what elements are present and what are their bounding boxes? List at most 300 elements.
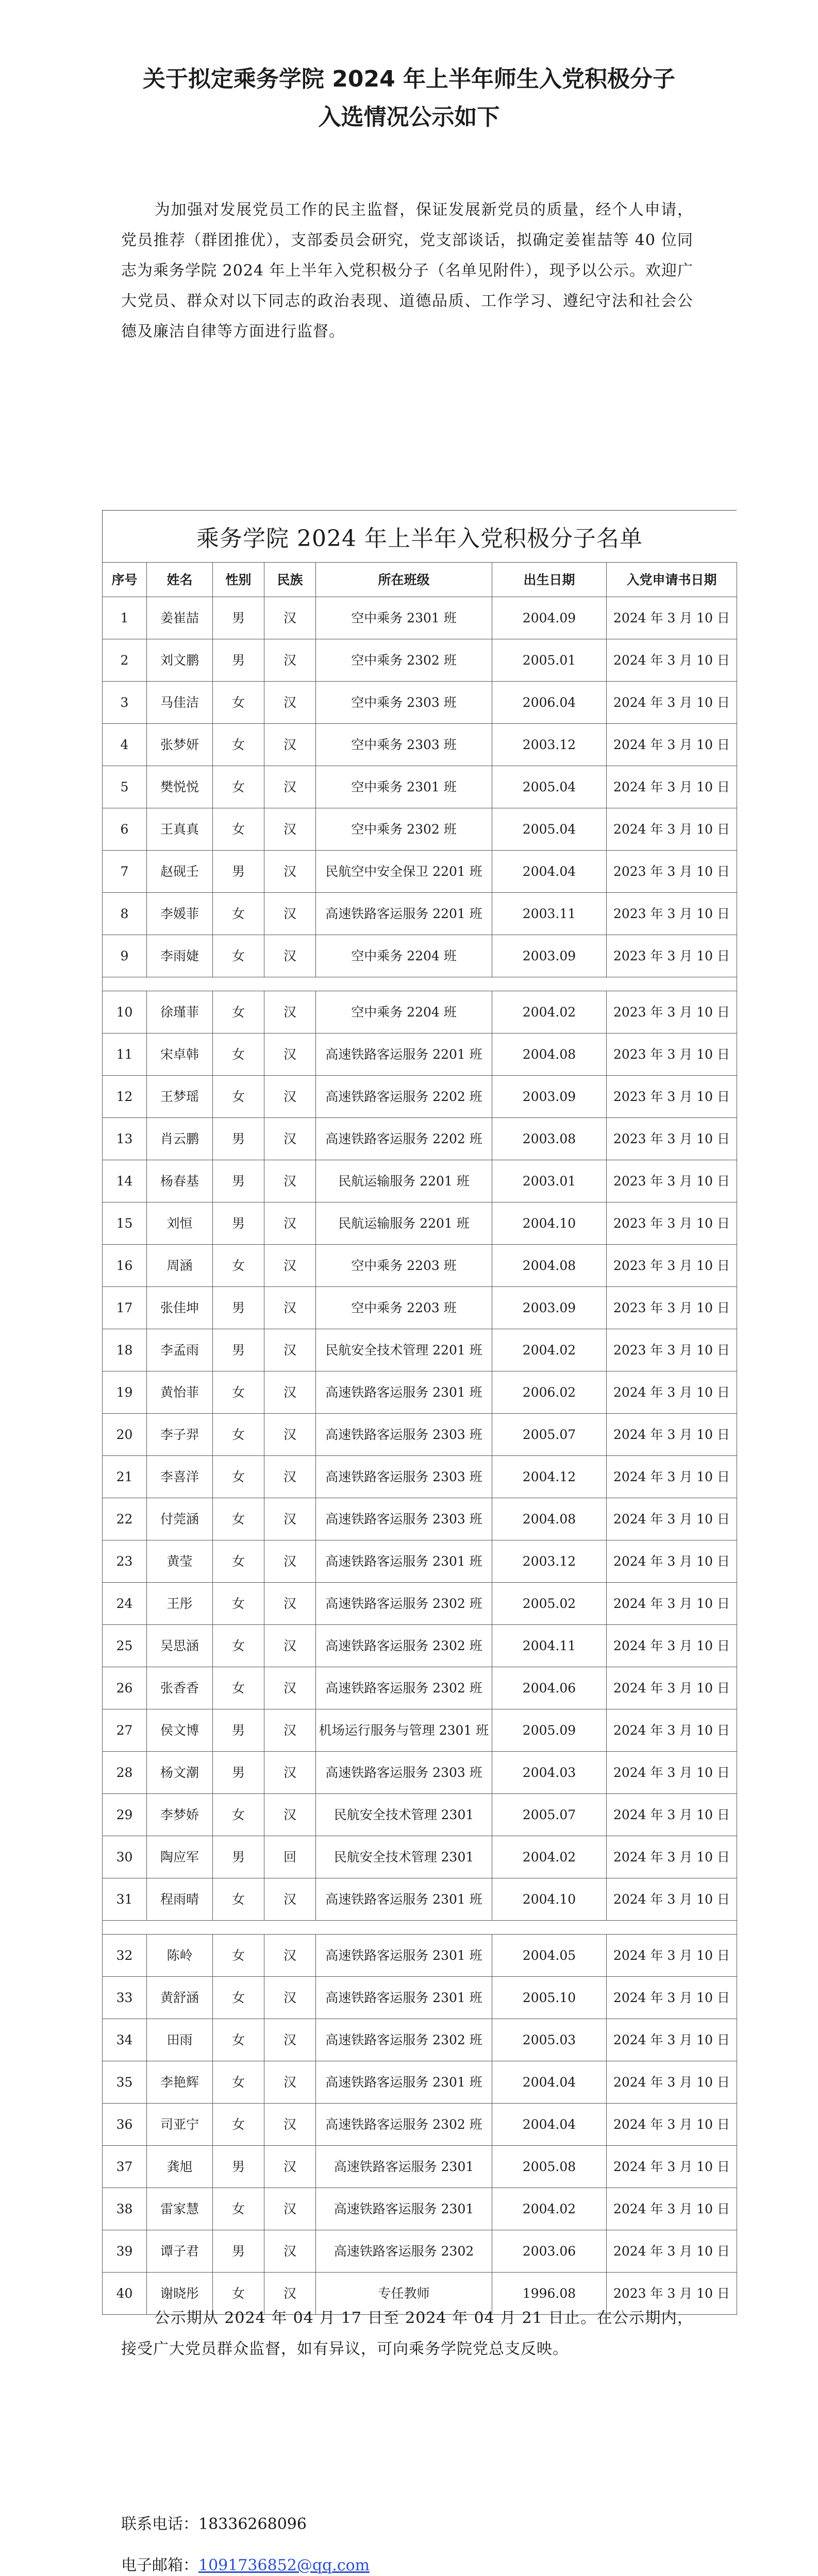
table-row bbox=[103, 935, 737, 977]
cell-ethnicity: 汉 bbox=[264, 1076, 316, 1118]
page-break-gap bbox=[103, 1921, 737, 1935]
cell-class: 空中乘务 2301 班 bbox=[316, 766, 492, 808]
cell-application-date: 2024 年 3 月 10 日 bbox=[607, 808, 737, 851]
cell-birth-date: 2003.09 bbox=[492, 935, 607, 977]
table-row bbox=[103, 766, 737, 808]
cell-application-date: 2023 年 3 月 10 日 bbox=[607, 2273, 737, 2315]
cell-birth-date: 2005.09 bbox=[492, 1709, 607, 1752]
cell-birth-date: 2004.04 bbox=[492, 2104, 607, 2146]
cell-ethnicity: 汉 bbox=[264, 1371, 316, 1414]
cell-name: 黄怡菲 bbox=[147, 1371, 213, 1414]
cell-ethnicity: 汉 bbox=[264, 1583, 316, 1625]
cell-class: 空中乘务 2301 班 bbox=[316, 597, 492, 639]
cell-ethnicity: 汉 bbox=[264, 1118, 316, 1160]
cell-index: 15 bbox=[103, 1202, 147, 1245]
table-row bbox=[103, 1498, 737, 1540]
cell-gender: 女 bbox=[213, 1076, 264, 1118]
cell-ethnicity: 汉 bbox=[264, 935, 316, 977]
cell-application-date: 2024 年 3 月 10 日 bbox=[607, 1583, 737, 1625]
cell-index: 40 bbox=[103, 2273, 147, 2315]
cell-class: 机场运行服务与管理 2301 班 bbox=[316, 1709, 492, 1752]
cell-gender: 女 bbox=[213, 1794, 264, 1836]
cell-name: 李孟雨 bbox=[147, 1329, 213, 1371]
cell-application-date: 2023 年 3 月 10 日 bbox=[607, 851, 737, 893]
cell-birth-date: 2003.12 bbox=[492, 724, 607, 766]
table-row bbox=[103, 1625, 737, 1667]
cell-class: 高速铁路客运服务 2202 班 bbox=[316, 1118, 492, 1160]
cell-gender: 女 bbox=[213, 2061, 264, 2104]
cell-class: 高速铁路客运服务 2301 班 bbox=[316, 1935, 492, 1977]
cell-index: 11 bbox=[103, 1033, 147, 1076]
cell-class: 高速铁路客运服务 2301 班 bbox=[316, 1371, 492, 1414]
table-row bbox=[103, 1076, 737, 1118]
cell-name: 张香香 bbox=[147, 1667, 213, 1709]
table-row bbox=[103, 1752, 737, 1794]
cell-ethnicity: 汉 bbox=[264, 851, 316, 893]
cell-ethnicity: 汉 bbox=[264, 1709, 316, 1752]
cell-index: 33 bbox=[103, 1977, 147, 2019]
cell-name: 徐瑾菲 bbox=[147, 991, 213, 1033]
cell-application-date: 2024 年 3 月 10 日 bbox=[607, 2061, 737, 2104]
page-title-line-1: 关于拟定乘务学院 2024 年上半年师生入党积极分子 bbox=[142, 66, 676, 92]
cell-gender: 男 bbox=[213, 1329, 264, 1371]
table-row bbox=[103, 2061, 737, 2104]
cell-name: 张佳坤 bbox=[147, 1287, 213, 1329]
email-link[interactable]: 1091736852@qq.com bbox=[198, 2556, 370, 2574]
cell-birth-date: 2004.04 bbox=[492, 2061, 607, 2104]
cell-name: 张梦妍 bbox=[147, 724, 213, 766]
cell-gender: 男 bbox=[213, 1287, 264, 1329]
table-row bbox=[103, 639, 737, 682]
cell-name: 李子羿 bbox=[147, 1414, 213, 1456]
cell-gender: 女 bbox=[213, 991, 264, 1033]
cell-class: 空中乘务 2204 班 bbox=[316, 991, 492, 1033]
cell-ethnicity: 汉 bbox=[264, 991, 316, 1033]
cell-gender: 男 bbox=[213, 1202, 264, 1245]
table-row bbox=[103, 808, 737, 851]
cell-class: 高速铁路客运服务 2301 班 bbox=[316, 1540, 492, 1583]
cell-gender: 女 bbox=[213, 2019, 264, 2061]
table-row bbox=[103, 1118, 737, 1160]
cell-name: 黄莹 bbox=[147, 1540, 213, 1583]
cell-name: 谭子君 bbox=[147, 2230, 213, 2273]
cell-birth-date: 2005.07 bbox=[492, 1794, 607, 1836]
cell-ethnicity: 汉 bbox=[264, 2146, 316, 2188]
cell-birth-date: 2004.11 bbox=[492, 1625, 607, 1667]
cell-gender: 女 bbox=[213, 1977, 264, 2019]
cell-index: 27 bbox=[103, 1709, 147, 1752]
cell-birth-date: 2004.05 bbox=[492, 1935, 607, 1977]
cell-name: 杨春基 bbox=[147, 1160, 213, 1202]
cell-ethnicity: 汉 bbox=[264, 1878, 316, 1921]
cell-application-date: 2024 年 3 月 10 日 bbox=[607, 766, 737, 808]
cell-index: 19 bbox=[103, 1371, 147, 1414]
cell-birth-date: 2006.04 bbox=[492, 682, 607, 724]
cell-application-date: 2023 年 3 月 10 日 bbox=[607, 1329, 737, 1371]
cell-gender: 女 bbox=[213, 1667, 264, 1709]
cell-index: 24 bbox=[103, 1583, 147, 1625]
notice-paragraph bbox=[121, 2303, 693, 2365]
page-break-cell bbox=[103, 977, 737, 991]
table-row bbox=[103, 1371, 737, 1414]
table-row bbox=[103, 1456, 737, 1498]
cell-application-date: 2024 年 3 月 10 日 bbox=[607, 2188, 737, 2230]
cell-birth-date: 2004.02 bbox=[492, 1329, 607, 1371]
cell-index: 12 bbox=[103, 1076, 147, 1118]
cell-application-date: 2023 年 3 月 10 日 bbox=[607, 1287, 737, 1329]
intro-text: 为加强对发展党员工作的民主监督，保证发展新党员的质量，经个人申请，党员推荐（群团推优），支部委员会研究，党支部谈话，拟确定姜崔喆等 40 位同志为乘务学院 2024 年上半年入党积极分子（名单见附件），现予以公示。欢迎广大党员、群众对以下同志的政治表现、道德品质、工作学习、遵纪守法和社会公德及廉洁自律等方面进行监督。 bbox=[121, 201, 693, 341]
cell-name: 陈岭 bbox=[147, 1935, 213, 1977]
cell-birth-date: 2004.12 bbox=[492, 1456, 607, 1498]
cell-class: 空中乘务 2303 班 bbox=[316, 724, 492, 766]
table-row bbox=[103, 1245, 737, 1287]
cell-gender: 女 bbox=[213, 1540, 264, 1583]
cell-name: 李梦娇 bbox=[147, 1794, 213, 1836]
cell-index: 17 bbox=[103, 1287, 147, 1329]
cell-index: 5 bbox=[103, 766, 147, 808]
cell-ethnicity: 汉 bbox=[264, 808, 316, 851]
cell-class: 空中乘务 2203 班 bbox=[316, 1245, 492, 1287]
cell-name: 肖云鹏 bbox=[147, 1118, 213, 1160]
cell-index: 14 bbox=[103, 1160, 147, 1202]
cell-name: 李艳辉 bbox=[147, 2061, 213, 2104]
cell-application-date: 2024 年 3 月 10 日 bbox=[607, 1935, 737, 1977]
cell-birth-date: 2003.12 bbox=[492, 1540, 607, 1583]
page-title-line-2: 入选情况公示如下 bbox=[318, 104, 500, 130]
cell-name: 陶应军 bbox=[147, 1836, 213, 1878]
table-row bbox=[103, 2104, 737, 2146]
cell-name: 雷家慧 bbox=[147, 2188, 213, 2230]
contact-email bbox=[121, 2550, 693, 2576]
cell-application-date: 2024 年 3 月 10 日 bbox=[607, 1456, 737, 1498]
cell-birth-date: 2004.10 bbox=[492, 1878, 607, 1921]
cell-index: 29 bbox=[103, 1794, 147, 1836]
cell-gender: 女 bbox=[213, 1878, 264, 1921]
cell-birth-date: 2003.06 bbox=[492, 2230, 607, 2273]
cell-index: 3 bbox=[103, 682, 147, 724]
cell-index: 22 bbox=[103, 1498, 147, 1540]
cell-gender: 女 bbox=[213, 1456, 264, 1498]
table-row bbox=[103, 1329, 737, 1371]
cell-class: 高速铁路客运服务 2201 班 bbox=[316, 1033, 492, 1076]
cell-name: 李媛菲 bbox=[147, 893, 213, 935]
cell-class: 高速铁路客运服务 2301 班 bbox=[316, 2061, 492, 2104]
cell-application-date: 2024 年 3 月 10 日 bbox=[607, 1625, 737, 1667]
cell-name: 赵砚壬 bbox=[147, 851, 213, 893]
cell-application-date: 2023 年 3 月 10 日 bbox=[607, 1033, 737, 1076]
cell-birth-date: 1996.08 bbox=[492, 2273, 607, 2315]
cell-application-date: 2024 年 3 月 10 日 bbox=[607, 639, 737, 682]
cell-class: 高速铁路客运服务 2303 班 bbox=[316, 1498, 492, 1540]
cell-index: 18 bbox=[103, 1329, 147, 1371]
table-header-row bbox=[103, 563, 737, 597]
cell-birth-date: 2005.03 bbox=[492, 2019, 607, 2061]
table-row bbox=[103, 991, 737, 1033]
header-gender: 性别 bbox=[213, 563, 264, 597]
cell-ethnicity: 汉 bbox=[264, 766, 316, 808]
cell-ethnicity: 汉 bbox=[264, 1667, 316, 1709]
cell-class: 高速铁路客运服务 2302 班 bbox=[316, 1583, 492, 1625]
cell-gender: 女 bbox=[213, 2273, 264, 2315]
cell-ethnicity: 汉 bbox=[264, 1329, 316, 1371]
cell-gender: 女 bbox=[213, 1583, 264, 1625]
cell-class: 高速铁路客运服务 2301 班 bbox=[316, 1878, 492, 1921]
cell-gender: 女 bbox=[213, 1033, 264, 1076]
cell-gender: 男 bbox=[213, 639, 264, 682]
cell-application-date: 2024 年 3 月 10 日 bbox=[607, 2104, 737, 2146]
notice-text: 公示期从 2024 年 04 月 17 日至 2024 年 04 月 21 日止。在公示期内，接受广大党员群众监督，如有异议，可向乘务学院党总支反映。 bbox=[121, 2309, 693, 2358]
cell-application-date: 2024 年 3 月 10 日 bbox=[607, 1878, 737, 1921]
cell-class: 民航安全技术管理 2301 bbox=[316, 1836, 492, 1878]
cell-birth-date: 2004.08 bbox=[492, 1245, 607, 1287]
cell-gender: 女 bbox=[213, 724, 264, 766]
cell-birth-date: 2003.09 bbox=[492, 1076, 607, 1118]
table-row bbox=[103, 1794, 737, 1836]
table-row bbox=[103, 1836, 737, 1878]
cell-ethnicity: 汉 bbox=[264, 1202, 316, 1245]
table-row bbox=[103, 682, 737, 724]
cell-class: 高速铁路客运服务 2303 班 bbox=[316, 1456, 492, 1498]
table-row bbox=[103, 851, 737, 893]
cell-gender: 女 bbox=[213, 935, 264, 977]
cell-index: 28 bbox=[103, 1752, 147, 1794]
cell-birth-date: 2004.03 bbox=[492, 1752, 607, 1794]
table-row bbox=[103, 1160, 737, 1202]
cell-ethnicity: 汉 bbox=[264, 1160, 316, 1202]
cell-name: 李雨婕 bbox=[147, 935, 213, 977]
cell-ethnicity: 汉 bbox=[264, 1977, 316, 2019]
cell-birth-date: 2004.08 bbox=[492, 1033, 607, 1076]
cell-name: 马佳洁 bbox=[147, 682, 213, 724]
cell-gender: 女 bbox=[213, 766, 264, 808]
cell-class: 高速铁路客运服务 2201 班 bbox=[316, 893, 492, 935]
cell-class: 空中乘务 2302 班 bbox=[316, 639, 492, 682]
cell-birth-date: 2004.02 bbox=[492, 1836, 607, 1878]
cell-birth-date: 2003.08 bbox=[492, 1118, 607, 1160]
cell-gender: 男 bbox=[213, 851, 264, 893]
cell-gender: 女 bbox=[213, 1371, 264, 1414]
cell-class: 高速铁路客运服务 2302 班 bbox=[316, 2104, 492, 2146]
cell-birth-date: 2003.11 bbox=[492, 893, 607, 935]
page-break-gap bbox=[103, 977, 737, 991]
cell-name: 王梦瑶 bbox=[147, 1076, 213, 1118]
cell-name: 姜崔喆 bbox=[147, 597, 213, 639]
cell-index: 1 bbox=[103, 597, 147, 639]
cell-class: 民航运输服务 2201 班 bbox=[316, 1160, 492, 1202]
member-list-table bbox=[102, 510, 737, 2315]
cell-index: 10 bbox=[103, 991, 147, 1033]
table-row bbox=[103, 2146, 737, 2188]
table-row bbox=[103, 1709, 737, 1752]
cell-class: 高速铁路客运服务 2302 班 bbox=[316, 1667, 492, 1709]
cell-ethnicity: 回 bbox=[264, 1836, 316, 1878]
cell-class: 高速铁路客运服务 2202 班 bbox=[316, 1076, 492, 1118]
intro-paragraph bbox=[121, 195, 693, 347]
cell-ethnicity: 汉 bbox=[264, 597, 316, 639]
cell-name: 吴思涵 bbox=[147, 1625, 213, 1667]
cell-application-date: 2023 年 3 月 10 日 bbox=[607, 1202, 737, 1245]
cell-name: 李喜洋 bbox=[147, 1456, 213, 1498]
cell-index: 20 bbox=[103, 1414, 147, 1456]
cell-ethnicity: 汉 bbox=[264, 639, 316, 682]
cell-class: 民航运输服务 2201 班 bbox=[316, 1202, 492, 1245]
cell-gender: 女 bbox=[213, 808, 264, 851]
table-row bbox=[103, 1878, 737, 1921]
cell-index: 25 bbox=[103, 1625, 147, 1667]
cell-birth-date: 2004.10 bbox=[492, 1202, 607, 1245]
cell-application-date: 2023 年 3 月 10 日 bbox=[607, 1245, 737, 1287]
table-row bbox=[103, 1202, 737, 1245]
cell-application-date: 2024 年 3 月 10 日 bbox=[607, 1667, 737, 1709]
table-row bbox=[103, 1583, 737, 1625]
cell-ethnicity: 汉 bbox=[264, 1935, 316, 1977]
header-application-date: 入党申请书日期 bbox=[607, 563, 737, 597]
cell-ethnicity: 汉 bbox=[264, 1794, 316, 1836]
cell-class: 民航安全技术管理 2201 班 bbox=[316, 1329, 492, 1371]
cell-gender: 女 bbox=[213, 1625, 264, 1667]
cell-ethnicity: 汉 bbox=[264, 1033, 316, 1076]
cell-birth-date: 2004.02 bbox=[492, 991, 607, 1033]
cell-class: 空中乘务 2302 班 bbox=[316, 808, 492, 851]
cell-gender: 男 bbox=[213, 597, 264, 639]
cell-application-date: 2024 年 3 月 10 日 bbox=[607, 1977, 737, 2019]
cell-name: 宋卓韩 bbox=[147, 1033, 213, 1076]
cell-name: 司亚宁 bbox=[147, 2104, 213, 2146]
cell-birth-date: 2004.08 bbox=[492, 1498, 607, 1540]
cell-name: 龚旭 bbox=[147, 2146, 213, 2188]
header-class: 所在班级 bbox=[316, 563, 492, 597]
cell-index: 21 bbox=[103, 1456, 147, 1498]
cell-application-date: 2023 年 3 月 10 日 bbox=[607, 1118, 737, 1160]
cell-name: 王真真 bbox=[147, 808, 213, 851]
cell-name: 谢晓彤 bbox=[147, 2273, 213, 2315]
cell-ethnicity: 汉 bbox=[264, 893, 316, 935]
cell-index: 38 bbox=[103, 2188, 147, 2230]
cell-gender: 女 bbox=[213, 1935, 264, 1977]
cell-application-date: 2023 年 3 月 10 日 bbox=[607, 1160, 737, 1202]
cell-gender: 男 bbox=[213, 1752, 264, 1794]
cell-class: 高速铁路客运服务 2303 班 bbox=[316, 1752, 492, 1794]
table-row bbox=[103, 893, 737, 935]
cell-index: 34 bbox=[103, 2019, 147, 2061]
cell-application-date: 2023 年 3 月 10 日 bbox=[607, 1076, 737, 1118]
cell-gender: 女 bbox=[213, 2104, 264, 2146]
table-row bbox=[103, 2019, 737, 2061]
cell-birth-date: 2005.04 bbox=[492, 766, 607, 808]
cell-name: 田雨 bbox=[147, 2019, 213, 2061]
cell-application-date: 2024 年 3 月 10 日 bbox=[607, 597, 737, 639]
page-break-cell bbox=[103, 1921, 737, 1935]
cell-name: 杨文潮 bbox=[147, 1752, 213, 1794]
cell-ethnicity: 汉 bbox=[264, 1287, 316, 1329]
cell-application-date: 2023 年 3 月 10 日 bbox=[607, 893, 737, 935]
cell-birth-date: 2004.02 bbox=[492, 2188, 607, 2230]
cell-name: 王彤 bbox=[147, 1583, 213, 1625]
cell-name: 侯文博 bbox=[147, 1709, 213, 1752]
cell-class: 高速铁路客运服务 2303 班 bbox=[316, 1414, 492, 1456]
table-row bbox=[103, 1414, 737, 1456]
cell-index: 26 bbox=[103, 1667, 147, 1709]
header-name: 姓名 bbox=[147, 563, 213, 597]
table-row bbox=[103, 1935, 737, 1977]
cell-class: 空中乘务 2303 班 bbox=[316, 682, 492, 724]
cell-class: 空中乘务 2204 班 bbox=[316, 935, 492, 977]
cell-name: 樊悦悦 bbox=[147, 766, 213, 808]
cell-index: 8 bbox=[103, 893, 147, 935]
cell-class: 高速铁路客运服务 2302 bbox=[316, 2230, 492, 2273]
cell-application-date: 2024 年 3 月 10 日 bbox=[607, 1836, 737, 1878]
cell-name: 刘文鹏 bbox=[147, 639, 213, 682]
cell-application-date: 2024 年 3 月 10 日 bbox=[607, 1414, 737, 1456]
member-table bbox=[102, 562, 737, 2315]
cell-birth-date: 2004.04 bbox=[492, 851, 607, 893]
cell-application-date: 2023 年 3 月 10 日 bbox=[607, 991, 737, 1033]
cell-index: 31 bbox=[103, 1878, 147, 1921]
cell-birth-date: 2005.10 bbox=[492, 1977, 607, 2019]
cell-application-date: 2024 年 3 月 10 日 bbox=[607, 1371, 737, 1414]
cell-ethnicity: 汉 bbox=[264, 1498, 316, 1540]
cell-application-date: 2024 年 3 月 10 日 bbox=[607, 1752, 737, 1794]
cell-name: 付莞涵 bbox=[147, 1498, 213, 1540]
cell-gender: 女 bbox=[213, 893, 264, 935]
cell-ethnicity: 汉 bbox=[264, 1414, 316, 1456]
cell-ethnicity: 汉 bbox=[264, 1625, 316, 1667]
cell-name: 程雨晴 bbox=[147, 1878, 213, 1921]
header-birth-date: 出生日期 bbox=[492, 563, 607, 597]
cell-index: 13 bbox=[103, 1118, 147, 1160]
table-row bbox=[103, 1667, 737, 1709]
cell-gender: 女 bbox=[213, 2188, 264, 2230]
cell-gender: 女 bbox=[213, 1414, 264, 1456]
cell-birth-date: 2003.09 bbox=[492, 1287, 607, 1329]
cell-index: 16 bbox=[103, 1245, 147, 1287]
table-row bbox=[103, 597, 737, 639]
cell-ethnicity: 汉 bbox=[264, 1752, 316, 1794]
cell-class: 高速铁路客运服务 2301 班 bbox=[316, 1977, 492, 2019]
cell-birth-date: 2005.04 bbox=[492, 808, 607, 851]
cell-birth-date: 2004.09 bbox=[492, 597, 607, 639]
cell-ethnicity: 汉 bbox=[264, 682, 316, 724]
cell-name: 黄舒涵 bbox=[147, 1977, 213, 2019]
cell-ethnicity: 汉 bbox=[264, 2273, 316, 2315]
cell-ethnicity: 汉 bbox=[264, 1456, 316, 1498]
cell-birth-date: 2005.02 bbox=[492, 1583, 607, 1625]
cell-ethnicity: 汉 bbox=[264, 2188, 316, 2230]
cell-index: 36 bbox=[103, 2104, 147, 2146]
cell-index: 23 bbox=[103, 1540, 147, 1583]
header-index: 序号 bbox=[103, 563, 147, 597]
cell-index: 32 bbox=[103, 1935, 147, 1977]
cell-gender: 男 bbox=[213, 1836, 264, 1878]
cell-name: 刘恒 bbox=[147, 1202, 213, 1245]
cell-ethnicity: 汉 bbox=[264, 1540, 316, 1583]
table-row bbox=[103, 2230, 737, 2273]
cell-birth-date: 2005.01 bbox=[492, 639, 607, 682]
cell-application-date: 2024 年 3 月 10 日 bbox=[607, 2146, 737, 2188]
cell-ethnicity: 汉 bbox=[264, 2019, 316, 2061]
cell-application-date: 2024 年 3 月 10 日 bbox=[607, 724, 737, 766]
cell-ethnicity: 汉 bbox=[264, 1245, 316, 1287]
cell-birth-date: 2005.07 bbox=[492, 1414, 607, 1456]
table-row bbox=[103, 724, 737, 766]
cell-index: 6 bbox=[103, 808, 147, 851]
cell-gender: 男 bbox=[213, 1709, 264, 1752]
table-row bbox=[103, 1540, 737, 1583]
cell-application-date: 2023 年 3 月 10 日 bbox=[607, 935, 737, 977]
cell-gender: 女 bbox=[213, 682, 264, 724]
cell-class: 空中乘务 2203 班 bbox=[316, 1287, 492, 1329]
cell-class: 高速铁路客运服务 2302 班 bbox=[316, 1625, 492, 1667]
